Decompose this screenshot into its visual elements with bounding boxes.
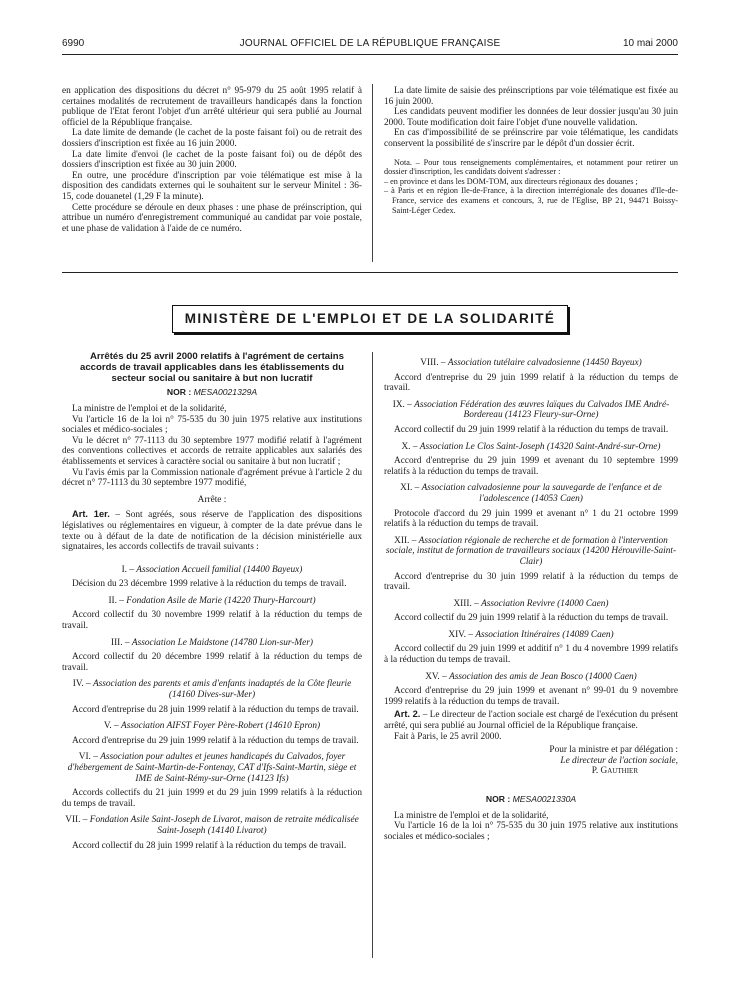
paragraph: Les candidats peuvent modifier les données de leur dossier jusqu'au 30 juin 2000. Toute modification doit faire l'objet d'une nouvelle validation. <box>384 107 678 128</box>
done-at: Fait à Paris, le 25 avril 2000. <box>394 731 502 742</box>
article-2: Art. 2. – Le directeur de l'action sociale est chargé de l'exécution du présent arrêté, qui sera publié au Journal officiel de la République française. <box>384 709 678 732</box>
agreement-heading: X. – Association Le Clos Saint-Joseph (14320 Saint-André-sur-Orne) <box>401 441 661 452</box>
issue-date: 10 mai 2000 <box>622 38 678 49</box>
agreement-heading: VIII. – Association tutélaire calvadosienne (14450 Bayeux) <box>420 358 642 368</box>
article-1: Art. 1er. – Sont agréés, sous réserve de l'application des dispositions législatives ou réglementaires en vigueur, à compter de la date prévue dans le texte ou à défaut de la date de notification de la décision ministérielle aux signataires, les accords collectifs de travail suivants : <box>62 509 362 553</box>
agreement-list <box>384 358 678 707</box>
agreement-heading: IX. – Association Fédération des œuvres laïques du Calvados IME André-Bordereau (14123 Fleury-sur-Orne) <box>392 399 670 421</box>
agreement-text: Accord d'entreprise du 30 juin 1999 relatif à la réduction du temps de travail. <box>384 571 678 593</box>
paragraph: Vu l'article 16 de la loi n° 75-535 du 30 juin 1975 relative aux institutions sociales et médico-sociales ; <box>62 414 362 436</box>
paragraph: Vu le décret n° 77-1113 du 30 septembre 1977 modifié relatif à l'agrément des conventions collectives et accords de retraite applicables aux salariés des établissements et services à caractère social ou sanitaire à but non lucratif ; <box>62 435 362 467</box>
agreement-heading: VII. – Fondation Asile Saint-Joseph de Livarot, maison de retraite médicalisée Saint-Joseph (14140 Livarot) <box>65 815 359 836</box>
agreement-text: Accord d'entreprise du 28 juin 1999 relatif à la réduction du temps de travail. <box>72 704 359 715</box>
top-left-column <box>62 86 362 234</box>
agreement-heading: I. – Association Accueil familial (14400 Bayeux) <box>121 564 303 575</box>
page-header <box>62 38 678 52</box>
paragraph: Vu l'avis émis par la Commission nationale d'agrément prévue à l'article 2 du décret n° 77-1113 du 30 septembre 1977 modifié, <box>62 467 362 489</box>
agreement-text: Décision du 23 décembre 1999 relative à la réduction du temps de travail. <box>72 579 347 590</box>
top-right-column <box>384 86 678 215</box>
main-right-column <box>384 352 678 842</box>
paragraph: Cette procédure se déroule en deux phases : une phase de préinscription, qui attribue un numéro d'enregistrement communiqué au candidat par voie postale, et une phase de validation à l'aide de ce numéro. <box>62 202 362 234</box>
agreement-heading: II. – Fondation Asile de Marie (14220 Thury-Harcourt) <box>108 595 316 606</box>
journal-title: JOURNAL OFFICIEL DE LA RÉPUBLIQUE FRANÇAISE <box>239 38 501 49</box>
signature-line: Pour la ministre et par délégation : <box>549 745 678 756</box>
nota-item: – à Paris et en région Ile-de-France, à la direction interrégionale des douanes d'Ile-de-France, service des examens et concours, 3, rue de l'Eglise, BP 21, 94471 Boissy-Saint-Léger Cedex. <box>384 186 678 215</box>
arrete-heading: Arrête : <box>197 494 227 505</box>
agreement-heading: XV. – Association des amis de Jean Bosco (14000 Caen) <box>425 671 637 682</box>
agreement-text: Accords collectifs du 21 juin 1999 et du 29 juin 1999 relatifs à la réduction du temps de travail. <box>62 788 362 809</box>
decree-title: Arrêtés du 25 avril 2000 relatifs à l'agrément de certains accords de travail applicables dans les établissements du secteur social ou sanitaire à but non lucratif <box>80 351 344 384</box>
nor-reference: NOR : MESA0021329A <box>166 387 258 398</box>
paragraph: La date limite d'envoi (le cachet de la poste faisant foi) ou de dépôt des dossiers d'inscription est fixée au 30 juin 2000. <box>62 149 362 171</box>
nota-lead: Nota. – Pour tous renseignements complémentaires, et notamment pour retirer un dossier d'inscription, les candidats doivent s'adresser : <box>384 157 678 177</box>
agreement-text: Accord collectif du 28 juin 1999 relatif à la réduction du temps de travail. <box>72 840 347 851</box>
main-left-column <box>62 352 362 851</box>
column-separator <box>372 84 373 262</box>
agreement-heading: XI. – Association calvadosienne pour la sauvegarde de l'enfance et de l'adolescence (14053 Caen) <box>400 483 662 504</box>
paragraph: La date limite de demande (le cachet de la poste faisant foi) ou de retrait des dossiers d'inscription est fixée au 16 juin 2000. <box>62 128 362 149</box>
agreement-text: Accord d'entreprise du 29 juin 1999 et avenant n° 99-01 du 9 novembre 1999 relatifs à la réduction du temps de travail. <box>384 686 678 707</box>
agreement-text: Protocole d'accord du 29 juin 1999 et avenant n° 1 du 21 octobre 1999 relatifs à la réduction du temps de travail. <box>384 508 678 530</box>
paragraph: La date limite de saisie des préinscriptions par voie télématique est fixée au 16 juin 2000. <box>384 86 678 107</box>
nota-item: – en province et dans les DOM-TOM, aux directeurs régionaux des douanes ; <box>384 176 638 186</box>
header-rule <box>62 54 678 55</box>
agreement-text: Accord d'entreprise du 29 juin 1999 et avenant du 10 septembre 1999 relatifs à la réduction du temps de travail. <box>384 456 678 477</box>
agreement-text: Accord collectif du 20 décembre 1999 relatif à la réduction du temps de travail. <box>62 652 362 673</box>
agreement-text: Accord collectif du 29 juin 1999 relatif à la réduction du temps de travail. <box>394 613 669 624</box>
column-separator <box>372 352 373 958</box>
paragraph: En outre, une procédure d'inscription par voie télématique est mise à la disposition des candidats externes qui le souhaitent sur le serveur Minitel : 36-15, code douanetel (1,29 F la minute). <box>62 170 362 202</box>
agreement-text: Accord collectif du 29 juin 1999 et additif n° 1 du 4 novembre 1999 relatifs à la réduction du temps de travail. <box>384 644 678 666</box>
agreement-heading: XII. – Association régionale de recherche et de formation à l'intervention sociale, institut de formation de travailleurs sociaux (14200 Hérouville-Saint-Clair) <box>385 535 677 567</box>
paragraph: La ministre de l'emploi et de la solidarité, <box>72 403 227 414</box>
nota-block <box>384 158 678 216</box>
signature-line: Le directeur de l'action sociale, <box>560 755 678 766</box>
paragraph: En cas d'impossibilité de se préinscrire par voie télématique, les candidats conservent la possibilité de s'inscrire par le dépôt d'un dossier écrit. <box>384 128 678 149</box>
agreement-heading: XIII. – Association Revivre (14000 Caen) <box>453 598 609 609</box>
ministry-banner: MINISTÈRE DE L'EMPLOI ET DE LA SOLIDARITÉ <box>172 305 568 333</box>
agreement-heading: III. – Association Le Maidstone (14780 Lion-sur-Mer) <box>110 637 313 648</box>
agreement-heading: VI. – Association pour adultes et jeunes handicapés du Calvados, foyer d'hébergement de Saint-Martin-de-Fontenay, CAT d'Ifs-Saint-Martin, siège et IME de Saint-Rémy-sur-Orne (14123 Ifs) <box>67 752 357 784</box>
paragraph: La ministre de l'emploi et de la solidarité, <box>394 810 549 821</box>
agreement-heading: IV. – Association des parents et amis d'enfants inadaptés de la Côte fleurie (14160 Dives-sur-Mer) <box>72 679 352 701</box>
agreement-text: Accord d'entreprise du 29 juin 1999 relatif à la réduction du temps de travail. <box>384 372 678 394</box>
nor-reference: NOR : MESA0021330A <box>485 794 577 804</box>
agreement-list <box>62 565 362 851</box>
agreement-heading: V. – Association AIFST Foyer Père-Robert (14610 Epron) <box>103 721 321 732</box>
section-rule <box>62 272 678 273</box>
agreement-heading: XIV. – Association Itinéraires (14089 Caen) <box>448 629 614 640</box>
agreement-text: Accord collectif du 30 novembre 1999 relatif à la réduction du temps de travail. <box>62 610 362 632</box>
signatory-name: P. Gauthier <box>591 766 638 777</box>
page-number: 6990 <box>62 38 85 49</box>
agreement-text: Accord collectif du 29 juin 1999 relatif à la réduction du temps de travail. <box>394 424 669 435</box>
paragraph: Vu l'article 16 de la loi n° 75-535 du 30 juin 1975 relative aux institutions sociales et médico-sociales ; <box>384 821 678 842</box>
agreement-text: Accord d'entreprise du 29 juin 1999 relatif à la réduction du temps de travail. <box>72 735 359 746</box>
paragraph: en application des dispositions du décret n° 95-979 du 25 août 1995 relatif à certaines modalités de recrutement de travailleurs handicapés dans la fonction publique de l'Etat feront l'objet d'un arrêté ultérieur qui sera publié au Journal officiel de la République française. <box>62 86 362 128</box>
